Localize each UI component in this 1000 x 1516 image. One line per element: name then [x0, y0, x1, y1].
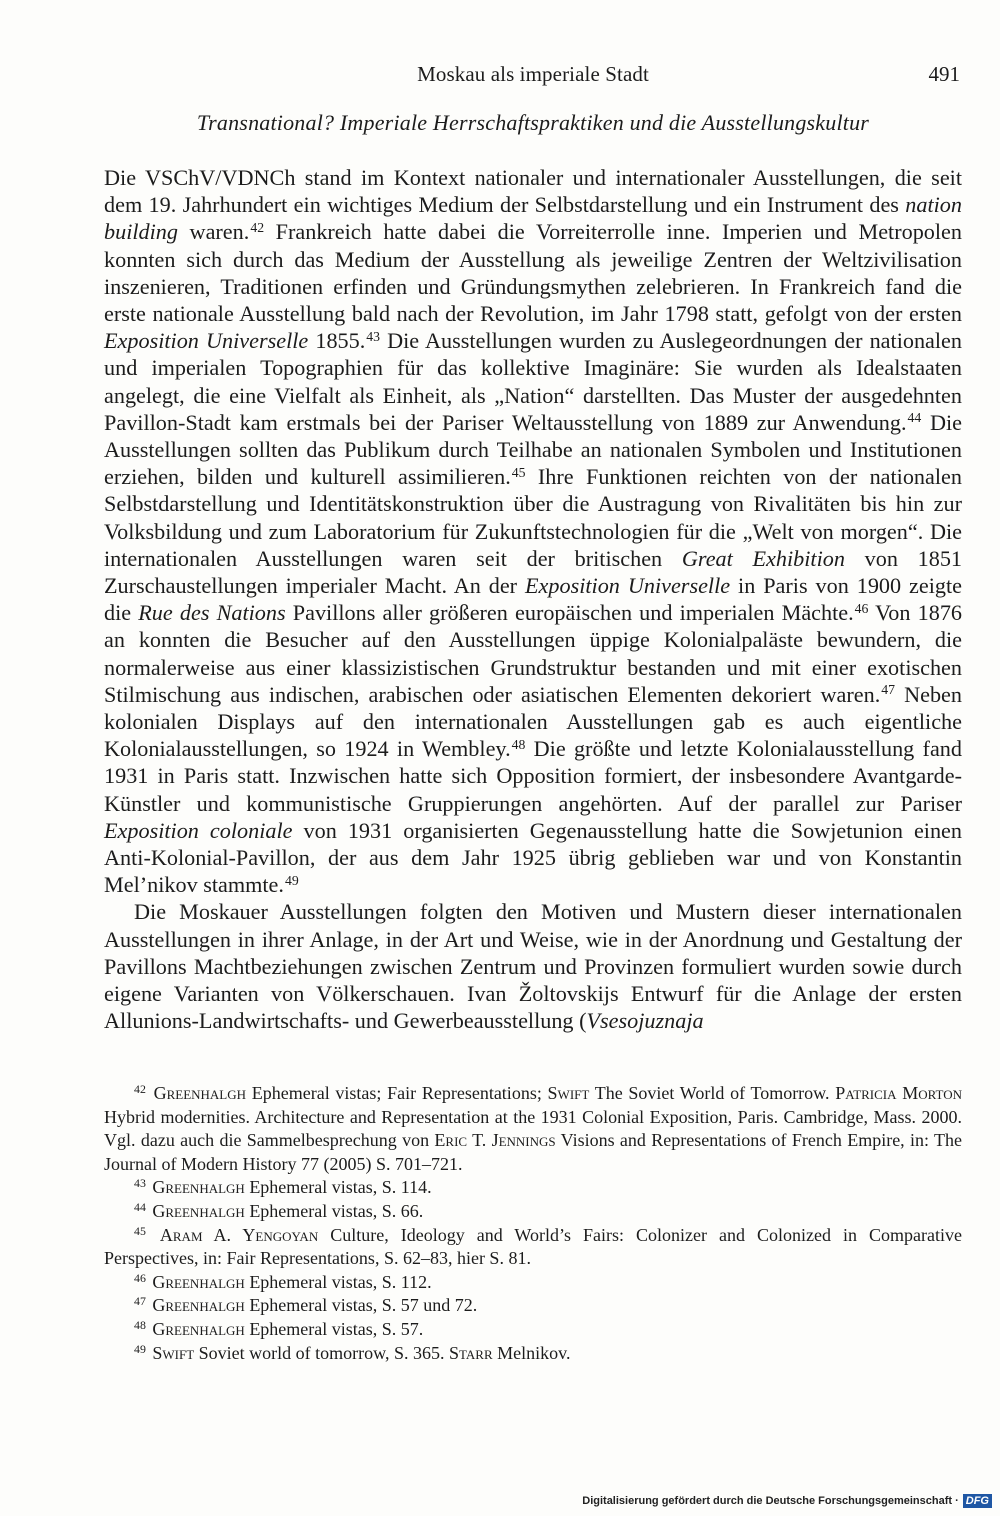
text-run: Die Ausstellungen wurden zu Auslegeordnungen der nationalen und imperialen Topographien für das kollektive Imaginäre: Sie wurden als Idealstaaten angelegt, die eine Vielfalt als Einheit, als „Nation“ darstellten. Das Muster der ausgedehnten Pavillon-Stadt kam erstmals bei der Pariser Weltausstellung von 1889 zur Anwendung.	[104, 328, 962, 435]
text-run	[148, 1225, 160, 1245]
text-run: Ephemeral vistas, S. 57 und 72.	[244, 1295, 478, 1316]
text-run: Die Ausstellungen sollten das Publikum durch Teilhabe an nationalen Symbolen und Institutionen erziehen, bilden und kulturell assimilieren.	[104, 409, 962, 490]
author-name: Greenhalgh	[152, 1295, 245, 1316]
author-name: Greenhalgh	[152, 1318, 245, 1339]
footnote-marker: 47	[134, 1294, 146, 1309]
text-run: waren.	[177, 219, 250, 245]
body-paragraph	[104, 164, 962, 898]
author-name: Swift	[152, 1342, 195, 1363]
footnote-47	[104, 1294, 962, 1318]
footnote-marker: 46	[134, 1270, 146, 1285]
page-number: 491	[928, 62, 960, 86]
footnote-marker: 47	[881, 682, 895, 698]
text-run: Ihre Funktionen reichten von der nationalen Selbstdarstellung und Identitätskonstruktion über die Austragung von Rivalitäten bis hin zur Volksbildung und zum Laboratorium für Zukunftstechnologien für die „Welt von morgen“. Die internationalen Ausstellungen waren seit der britischen	[104, 464, 962, 571]
footnote-46	[104, 1271, 962, 1295]
body-text	[104, 164, 962, 1035]
running-head	[104, 60, 962, 90]
footnote-marker: 48	[134, 1318, 146, 1332]
text-run: von 1931 organisierten Gegenausstellung hatte die Sowjetunion einen Anti-Kolonial-Pavillon, der aus dem Jahr 1925 übrig geblieben war und von Konstantin Mel’nikov stammte.	[104, 817, 962, 898]
text-run: Neben kolonialen Displays auf den internationalen Ausstellungen gab es auch eigentliche Kolonialausstellungen, so 1924 in Wembley.	[104, 681, 962, 762]
footnote-44	[104, 1200, 962, 1224]
text-run: Ephemeral vistas, S. 66.	[244, 1200, 424, 1221]
text-run: Melnikov.	[492, 1342, 571, 1363]
author-name: Greenhalgh	[152, 1177, 245, 1198]
author-name: Greenhalgh	[152, 1200, 245, 1221]
footnote-marker: 49	[134, 1341, 146, 1356]
author-name: Patricia Morton	[835, 1083, 963, 1103]
digitization-notice-text: Digitalisierung gefördert durch die Deutsche Forschungsgemeinschaft ·	[582, 1495, 959, 1507]
text-run: Hybrid modernities. Architecture and Representation at the 1931 Colonial Exposition, Paris. Cambridge, Mass. 2000. Vgl. dazu auch die Sammelbesprechung von	[104, 1106, 962, 1151]
author-name: Greenhalgh	[152, 1271, 245, 1292]
text-run: Die VSChV/VDNCh stand im Kontext nationaler und internationaler Ausstellungen, die seit dem 19. Jahrhundert ein wichtiges Medium der Selbstdarstellung und ein Instrument des	[104, 165, 962, 218]
text-run: Culture, Ideology and World’s Fairs: Colonizer and Colonized in Comparative Perspectives, in: Fair Representations, S. 62–83, hier S. 81.	[104, 1224, 962, 1269]
text-run: in Paris von 1900 zeigte die	[104, 573, 962, 626]
italic-run: nation building	[104, 192, 962, 245]
footnote-marker: 43	[134, 1176, 146, 1191]
running-title: Moskau als imperiale Stadt	[417, 62, 649, 86]
footnote-45	[104, 1224, 962, 1271]
footnote-marker: 44	[907, 410, 922, 426]
footnote-marker: 44	[134, 1200, 146, 1215]
text-run: Ephemeral vistas, S. 112.	[244, 1271, 432, 1292]
footnote-49	[104, 1342, 962, 1366]
italic-run: Vsesojuznaja	[586, 1008, 704, 1034]
text-run: Ephemeral vistas, S. 114.	[244, 1177, 432, 1198]
italic-run: Exposition Universelle	[525, 573, 731, 599]
footnote-marker: 45	[134, 1223, 146, 1238]
footnote-marker: 43	[366, 328, 381, 344]
digitization-notice	[582, 1494, 992, 1508]
author-name: Starr	[448, 1342, 493, 1363]
text-run: Ephemeral vistas, S. 57.	[244, 1318, 424, 1339]
italic-run: Exposition coloniale	[104, 817, 293, 843]
footnote-marker: 42	[134, 1082, 146, 1097]
section-heading: Transnational? Imperiale Herrschaftspraktiken und die Ausstellungskultur	[196, 110, 870, 135]
footnote-marker: 42	[250, 219, 265, 235]
text-run: Visions and Representations of French Empire, in: The Journal of Modern History 77 (2005) S. 701–721.	[104, 1130, 963, 1174]
italic-run: Rue des Nations	[138, 600, 286, 626]
footnote-42	[104, 1082, 962, 1176]
author-name: Swift	[547, 1083, 590, 1103]
text-run: von 1851 Zurschaustellungen imperialer Macht. An der	[104, 545, 962, 599]
footnote-marker: 48	[511, 736, 526, 752]
text-run: Die Moskauer Ausstellungen folgten den Motiven und Mustern dieser internationalen Ausstellungen in ihrer Anlage, in der Art und Weise, wie in der Anordnung und Gestaltung der Pavillons Machtbeziehungen zwischen Zentrum und Provinzen formuliert wurden sowie durch eigene Varianten von Völkerschauen. Ivan Žoltovskijs Entwurf für die Anlage der ersten Allunions-Landwirtschafts- und Gewerbeausstellung (	[104, 899, 962, 1034]
footnote-43	[104, 1176, 962, 1200]
italic-run: Exposition Universelle	[104, 328, 309, 354]
text-run: Frankreich hatte dabei die Vorreiterrolle inne. Imperien und Metropolen konnten sich durch das Medium der Ausstellung als jeweilige Zentren der Weltzivilisation inszenieren, Traditionen erfinden und Gründungsmythen zelebrieren. In Frankreich fand die erste nationale Ausstellung bald nach der Revolution, im Jahr 1798 statt, gefolgt von der ersten	[104, 219, 963, 327]
author-name: Greenhalgh	[153, 1083, 247, 1103]
author-name: Aram A. Yengoyan	[159, 1224, 319, 1245]
author-name: Eric T. Jennings	[434, 1130, 556, 1151]
text-run: Soviet world of tomorrow, S. 365.	[194, 1342, 449, 1363]
footnote-48	[104, 1318, 962, 1342]
text-run: Pavillons aller größeren europäischen und imperialen Mächte.	[285, 600, 854, 626]
italic-run: Great Exhibition	[681, 545, 845, 571]
dfg-logo: DFG	[963, 1494, 992, 1508]
text-run: 1855.	[308, 328, 366, 354]
text-run: Von 1876 an konnten die Besucher auf den Ausstellungen üppige Kolonialpaläste bewundern, die normalerweise aus einer klassizistischen Grundstruktur bestanden und mit einer exotischen Stilmischung aus indischen, arabischen oder asiatischen Elementen dekoriert waren.	[104, 600, 963, 707]
footnote-marker: 45	[511, 464, 526, 480]
footnotes	[104, 1082, 962, 1365]
text-run: Die größte und letzte Kolonialausstellung fand 1931 in Paris statt. Inzwischen hatte sich Opposition formiert, der insbesondere Avantgarde-Künstler und kommunistische Gruppierungen angehörten. Auf der parallel zur Pariser	[104, 736, 962, 816]
footnote-marker: 49	[284, 872, 299, 888]
body-paragraph	[104, 898, 962, 1034]
footnote-marker: 46	[854, 600, 869, 616]
text-run: Ephemeral vistas; Fair Representations;	[246, 1083, 548, 1103]
text-run: The Soviet World of Tomorrow.	[589, 1083, 836, 1103]
